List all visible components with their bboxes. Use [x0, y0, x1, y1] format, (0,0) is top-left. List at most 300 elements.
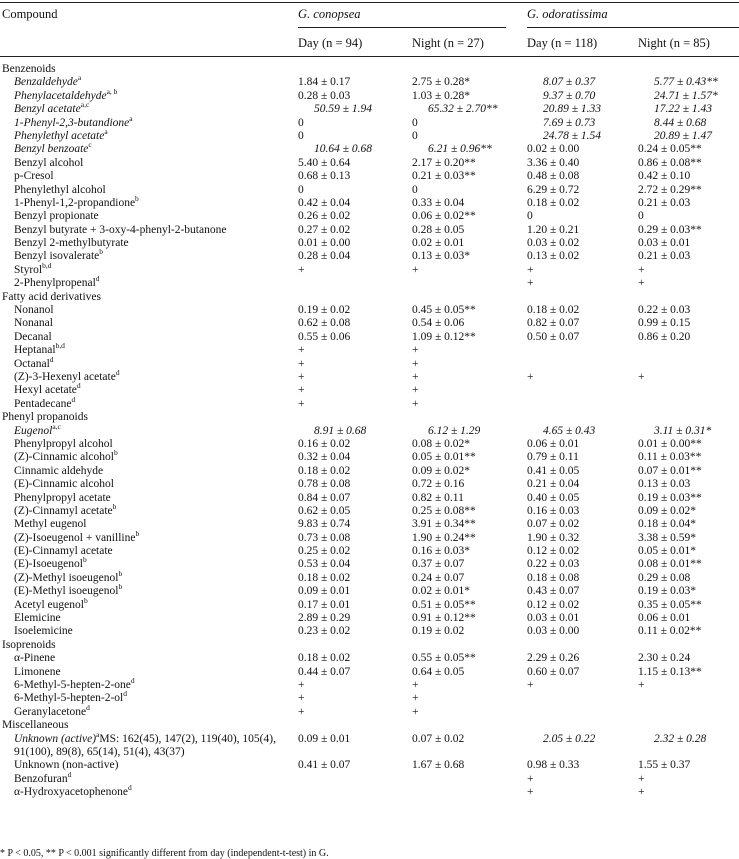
value-cell: 1.67 ± 0.68	[412, 759, 465, 772]
value-cell: 0.06 ± 0.01	[638, 612, 691, 625]
compound-name	[14, 478, 294, 491]
value-cell: +	[412, 344, 419, 357]
value-cell: 0.24 ± 0.07	[412, 571, 465, 584]
value-cell: 0.72 ± 0.16	[412, 478, 465, 491]
compound-name	[14, 247, 294, 263]
value-cell: 0.13 ± 0.03	[638, 478, 691, 491]
value-cell: 0.64 ± 0.05	[412, 665, 465, 678]
value-cell: 2.89 ± 0.29	[298, 612, 351, 625]
value-cell: 0.99 ± 0.15	[638, 317, 691, 330]
compound-name	[14, 394, 294, 411]
value-cell: 2.30 ± 0.24	[638, 652, 691, 665]
footnote-marker: b	[83, 595, 88, 605]
footnote-marker: a	[96, 729, 100, 739]
header-bottom-rule	[0, 56, 739, 57]
table-row	[0, 304, 739, 317]
compound-label: Limonene	[14, 665, 61, 678]
compound-label: Phenylethyl alcohol	[14, 183, 106, 196]
table-row	[0, 184, 739, 197]
value-cell: 0	[412, 116, 418, 129]
value-cell: 0.08 ± 0.01**	[638, 558, 702, 571]
header-species-1: G. conopsea	[298, 7, 361, 21]
footnote-marker: b	[113, 448, 118, 458]
compound-name	[14, 194, 294, 210]
value-cell: 20.89 ± 1.47	[654, 129, 713, 142]
value-cell: 0.62 ± 0.05	[298, 504, 351, 517]
footnote-marker: d	[71, 394, 76, 404]
compound-name	[14, 261, 294, 277]
table-row	[0, 224, 739, 237]
footnote-marker: a	[77, 73, 82, 83]
footnote-marker: a,c	[80, 100, 90, 110]
value-cell: 0.98 ± 0.33	[527, 759, 580, 772]
value-cell: +	[298, 357, 305, 370]
compound-name	[14, 341, 294, 357]
value-cell: 0.51 ± 0.05**	[412, 598, 476, 611]
value-cell: 0.28 ± 0.05	[412, 223, 465, 236]
value-cell: 0.03 ± 0.01	[638, 237, 691, 250]
value-cell: 0.18 ± 0.02	[298, 464, 351, 477]
value-cell: 0.18 ± 0.02	[298, 652, 351, 665]
value-cell: 0.82 ± 0.11	[412, 491, 464, 504]
table-row	[0, 448, 739, 464]
value-cell: 0.09 ± 0.02*	[638, 504, 697, 517]
data-table	[0, 63, 739, 800]
footnote-marker: b	[82, 555, 87, 565]
value-cell: 0.62 ± 0.08	[298, 317, 351, 330]
value-cell: 0.55 ± 0.05**	[412, 652, 476, 665]
value-cell: 0.21 ± 0.03	[638, 196, 691, 209]
compound-label: Benzyl propionate	[14, 210, 99, 223]
compound-name	[14, 729, 294, 760]
value-cell: 0.12 ± 0.02	[527, 545, 580, 558]
value-cell: +	[298, 678, 305, 691]
value-cell: 0.07 ± 0.01**	[638, 464, 702, 477]
compound-label: Phenylethyl acetate	[14, 129, 105, 142]
table-row	[0, 689, 739, 705]
value-cell: +	[638, 678, 645, 691]
value-cell: 0.22 ± 0.03	[527, 558, 580, 571]
compound-label: Phenylacetaldehyde	[14, 89, 107, 102]
compound-label: (Z)-Methyl isoeugenol	[14, 571, 119, 584]
value-cell: 0.33 ± 0.04	[412, 196, 465, 209]
value-cell: 0.41 ± 0.07	[298, 759, 351, 772]
value-cell: 50.59 ± 1.94	[314, 103, 373, 116]
value-cell: +	[412, 370, 419, 383]
compound-label: (Z)-Isoeugenol + vanilline	[14, 531, 136, 544]
compound-label: Geranylacetone	[14, 705, 87, 718]
value-cell: +	[298, 397, 305, 410]
value-cell: +	[298, 263, 305, 276]
footnote-marker: a, b	[106, 86, 118, 96]
value-cell: 0.19 ± 0.02	[412, 625, 465, 638]
value-cell: 1.84 ± 0.17	[298, 76, 351, 89]
table-row	[0, 157, 739, 170]
compound-label: Nonanal	[14, 317, 53, 330]
value-cell: 0.11 ± 0.03**	[638, 451, 702, 464]
value-cell: 0.02 ± 0.01	[412, 237, 465, 250]
compound-name	[14, 595, 294, 612]
compound-name	[14, 676, 294, 692]
table-row	[0, 86, 739, 103]
footnote-marker: b	[118, 582, 123, 592]
table-row	[0, 247, 739, 263]
compound-name	[14, 100, 294, 116]
header-col-4: Night (n = 85)	[638, 36, 710, 50]
value-cell: 4.65 ± 0.43	[543, 424, 596, 437]
value-cell: 0.73 ± 0.08	[298, 531, 351, 544]
compound-name	[14, 759, 294, 772]
compound-name	[14, 518, 294, 531]
compound-label: 2-Phenylpropenal	[14, 277, 96, 290]
value-cell: 0.28 ± 0.03	[298, 89, 351, 102]
table-row	[0, 676, 739, 692]
value-cell: 0.48 ± 0.08	[527, 170, 580, 183]
value-cell: 0	[412, 183, 418, 196]
compound-label: (Z)-Cinnamic alcohol	[14, 451, 114, 464]
compound-name	[14, 652, 294, 665]
footnote-marker: b	[118, 569, 123, 579]
value-cell: 0.17 ± 0.01	[298, 598, 351, 611]
value-cell: 2.29 ± 0.26	[527, 652, 580, 665]
group-header	[0, 719, 739, 732]
compound-name	[14, 689, 294, 705]
value-cell: 0.18 ± 0.02	[527, 304, 580, 317]
compound-name	[14, 612, 294, 625]
value-cell: +	[298, 705, 305, 718]
mass-spectrum: MS: 162(45), 147(2), 119(40), 105(4), 91(100), 89(8), 65(14), 51(4), 43(37)	[14, 732, 276, 758]
value-cell: 0.29 ± 0.08	[638, 571, 691, 584]
value-cell: +	[298, 384, 305, 397]
value-cell: 0.60 ± 0.07	[527, 665, 580, 678]
compound-label: Decanal	[14, 330, 52, 343]
value-cell: 0.27 ± 0.02	[298, 223, 351, 236]
species-2-rule	[527, 27, 739, 28]
value-cell: 0.42 ± 0.10	[638, 170, 691, 183]
value-cell: 6.12 ± 1.29	[428, 424, 481, 437]
header-species-2: G. odoratissima	[527, 7, 608, 21]
compound-label: Cinnamic aldehyde	[14, 464, 104, 477]
compound-label: (E)-Cinnamyl acetate	[14, 545, 113, 558]
footnote-marker: d	[76, 381, 81, 391]
compound-name	[14, 381, 294, 397]
table-row	[0, 394, 739, 411]
value-cell: 0.13 ± 0.03*	[412, 250, 471, 263]
table-row	[0, 528, 739, 545]
compound-name	[14, 555, 294, 571]
value-cell: 0.28 ± 0.04	[298, 250, 351, 263]
table-row	[0, 354, 739, 371]
value-cell: 0.01 ± 0.00**	[638, 437, 702, 450]
value-cell: +	[412, 397, 419, 410]
value-cell: 2.05 ± 0.22	[543, 732, 596, 745]
value-cell: 0	[298, 116, 304, 129]
value-cell: 0.43 ± 0.07	[527, 585, 580, 598]
value-cell: 0.68 ± 0.13	[298, 170, 351, 183]
table-row	[0, 194, 739, 210]
value-cell: 0.08 ± 0.02*	[412, 437, 471, 450]
value-cell: 0.41 ± 0.05	[527, 464, 580, 477]
compound-name	[14, 438, 294, 451]
value-cell: +	[298, 344, 305, 357]
value-cell: 0.07 ± 0.02	[412, 732, 465, 745]
table-row	[0, 331, 739, 344]
compound-name	[14, 448, 294, 464]
value-cell: 0.35 ± 0.05**	[638, 598, 702, 611]
table-row	[0, 595, 739, 612]
header-col-1: Day (n = 94)	[298, 36, 363, 50]
table-row	[0, 170, 739, 183]
compound-name	[14, 783, 294, 799]
compound-label: Unknown (active)	[14, 732, 97, 745]
compound-name	[14, 545, 294, 558]
value-cell: 0.40 ± 0.05	[527, 491, 580, 504]
species-1-rule	[298, 27, 506, 28]
value-cell: 2.72 ± 0.29**	[638, 183, 702, 196]
compound-label: Acetyl eugenol	[14, 598, 84, 611]
footnote-marker: d	[123, 689, 127, 699]
value-cell: 0.45 ± 0.05**	[412, 304, 476, 317]
compound-label: Pentadecane	[14, 397, 72, 410]
value-cell: 0.16 ± 0.03*	[412, 545, 471, 558]
value-cell: 1.90 ± 0.24**	[412, 531, 476, 544]
footnote-marker: d	[49, 354, 54, 364]
table-row	[0, 666, 739, 679]
compound-label: Benzyl isovalerate	[14, 250, 100, 263]
value-cell: 0	[527, 210, 533, 223]
footnote-marker: c	[88, 140, 92, 150]
compound-label: (E)-Cinnamic alcohol	[14, 478, 114, 491]
compound-name	[14, 702, 294, 719]
value-cell: 0.03 ± 0.00	[527, 625, 580, 638]
group-header	[0, 63, 739, 76]
compound-name	[14, 73, 294, 89]
compound-name	[14, 317, 294, 330]
value-cell: 7.69 ± 0.73	[543, 116, 596, 129]
value-cell: 0.21 ± 0.03	[638, 250, 691, 263]
value-cell: 0.42 ± 0.04	[298, 196, 351, 209]
value-cell: 0.53 ± 0.04	[298, 558, 351, 571]
footnote-marker: b	[112, 502, 117, 512]
value-cell: 0.02 ± 0.00	[527, 143, 580, 156]
compound-label: Benzofuran	[14, 772, 68, 785]
value-cell: +	[638, 263, 645, 276]
value-cell: 0.06 ± 0.02**	[412, 210, 476, 223]
value-cell: 1.09 ± 0.12**	[412, 330, 476, 343]
value-cell: 0.78 ± 0.08	[298, 478, 351, 491]
value-cell: 0.26 ± 0.02	[298, 210, 351, 223]
value-cell: 17.22 ± 1.43	[654, 103, 713, 116]
table-row	[0, 381, 739, 397]
table-row	[0, 438, 739, 451]
table-row	[0, 492, 739, 505]
compound-name	[14, 528, 294, 545]
value-cell: 0.05 ± 0.01*	[638, 545, 697, 558]
value-cell: +	[527, 772, 534, 785]
value-cell: 1.90 ± 0.32	[527, 531, 580, 544]
value-cell: +	[527, 277, 534, 290]
table-row	[0, 625, 739, 638]
compound-name	[14, 224, 294, 237]
compound-label: Eugenol	[14, 424, 53, 437]
compound-label: Methyl eugenol	[14, 518, 87, 531]
compound-name	[14, 769, 294, 786]
value-cell: 0.91 ± 0.12**	[412, 612, 476, 625]
compound-name	[14, 492, 294, 505]
value-cell: 0	[298, 129, 304, 142]
footnote-marker: d	[127, 783, 132, 793]
table-row	[0, 545, 739, 558]
value-cell: 0.50 ± 0.07	[527, 330, 580, 343]
value-cell: +	[527, 786, 534, 799]
value-cell: 0.06 ± 0.01	[527, 437, 580, 450]
value-cell: 2.75 ± 0.28*	[412, 76, 471, 89]
compound-label: Elemicine	[14, 612, 61, 625]
value-cell: 0.84 ± 0.07	[298, 491, 351, 504]
value-cell: +	[527, 678, 534, 691]
compound-label: α-Pinene	[14, 652, 56, 665]
footnote-marker: d	[67, 769, 72, 779]
table-row	[0, 582, 739, 598]
value-cell: 0	[412, 129, 418, 142]
value-cell: 0.22 ± 0.03	[638, 304, 691, 317]
compound-label: Heptanal	[14, 344, 56, 357]
compound-label: p-Cresol	[14, 170, 54, 183]
value-cell: 0	[638, 210, 644, 223]
compound-name	[14, 274, 294, 290]
value-cell: 6.29 ± 0.72	[527, 183, 580, 196]
table-row	[0, 140, 739, 156]
compound-name	[14, 368, 294, 384]
value-cell: 0.03 ± 0.02	[527, 237, 580, 250]
value-cell: 0.12 ± 0.02	[527, 598, 580, 611]
compound-label: Benzyl acetate	[14, 103, 81, 116]
table-row	[0, 478, 739, 491]
compound-label: Benzyl 2-methylbutyrate	[14, 237, 129, 250]
value-cell: 8.44 ± 0.68	[654, 116, 707, 129]
value-cell: 1.55 ± 0.37	[638, 759, 691, 772]
value-cell: +	[298, 692, 305, 705]
value-cell: 9.83 ± 0.74	[298, 518, 351, 531]
value-cell: 24.71 ± 1.57*	[654, 89, 718, 102]
value-cell: 0.32 ± 0.04	[298, 451, 351, 464]
table-row	[0, 729, 739, 760]
table-row	[0, 127, 739, 143]
compound-name	[14, 140, 294, 156]
compound-name	[14, 304, 294, 317]
compound-name	[14, 582, 294, 598]
value-cell: +	[412, 705, 419, 718]
compound-label: Unknown (non-active)	[14, 759, 119, 772]
group-header	[0, 639, 739, 652]
compound-label: Styrol	[14, 263, 43, 276]
footnote-marker: d	[86, 702, 90, 712]
footnote-marker: d	[115, 368, 120, 378]
compound-label: (Z)-Cinnamyl acetate	[14, 504, 113, 517]
value-cell: 0.25 ± 0.08**	[412, 504, 476, 517]
compound-label: α-Hydroxyacetophenone	[14, 786, 128, 799]
table-row	[0, 261, 739, 277]
value-cell: 0.13 ± 0.02	[527, 250, 580, 263]
value-cell: 0.24 ± 0.05**	[638, 143, 702, 156]
group-label: Miscellaneous	[2, 719, 69, 732]
value-cell: 0.03 ± 0.01	[527, 612, 580, 625]
compound-name	[14, 666, 294, 679]
value-cell: 0.54 ± 0.06	[412, 317, 465, 330]
value-cell: 0	[298, 183, 304, 196]
value-cell: +	[412, 384, 419, 397]
compound-name	[14, 465, 294, 478]
value-cell: 5.77 ± 0.43**	[654, 76, 718, 89]
compound-label: Benzaldehyde	[14, 76, 78, 89]
table-row	[0, 210, 739, 223]
footnote-marker: a	[129, 113, 133, 123]
footnote-marker: d	[95, 274, 100, 284]
value-cell: +	[638, 786, 645, 799]
compound-name	[14, 86, 294, 103]
value-cell: 0.21 ± 0.04	[527, 478, 580, 491]
value-cell: 0.86 ± 0.08**	[638, 156, 702, 169]
table-row	[0, 612, 739, 625]
value-cell: 1.20 ± 0.21	[527, 223, 580, 236]
table-row	[0, 274, 739, 290]
group-label: Fatty acid derivatives	[2, 290, 101, 303]
compound-label: Benzyl benzoate	[14, 143, 89, 156]
value-cell: +	[638, 277, 645, 290]
table-row	[0, 421, 739, 438]
table-row	[0, 502, 739, 518]
value-cell: +	[412, 678, 419, 691]
table-row	[0, 465, 739, 478]
compound-name	[14, 625, 294, 638]
table-row	[0, 555, 739, 571]
value-cell: 0.23 ± 0.02	[298, 625, 351, 638]
value-cell: 0.09 ± 0.02*	[412, 464, 471, 477]
value-cell: 8.91 ± 0.68	[314, 424, 367, 437]
value-cell: 24.78 ± 1.54	[543, 129, 602, 142]
compound-name	[14, 421, 294, 438]
group-header	[0, 291, 739, 304]
compound-label: Isoelemicine	[14, 625, 73, 638]
value-cell: +	[412, 357, 419, 370]
compound-label: 1-Phenyl-2,3-butandione	[14, 116, 130, 129]
footnote-marker: b	[135, 194, 139, 204]
value-cell: 0.11 ± 0.02**	[638, 625, 702, 638]
compound-name	[14, 127, 294, 143]
value-cell: +	[412, 692, 419, 705]
value-cell: 0.25 ± 0.02	[298, 545, 351, 558]
table-row	[0, 652, 739, 665]
value-cell: 3.91 ± 0.34**	[412, 518, 476, 531]
value-cell: 0.44 ± 0.07	[298, 665, 351, 678]
value-cell: 0.18 ± 0.04*	[638, 518, 697, 531]
value-cell: 3.38 ± 0.59*	[638, 531, 697, 544]
compound-name	[14, 502, 294, 518]
compound-name	[14, 157, 294, 170]
table-row	[0, 702, 739, 719]
compound-label: (E)-Methyl isoeugenol	[14, 585, 119, 598]
value-cell: 0.19 ± 0.03*	[638, 585, 697, 598]
group-header	[0, 411, 739, 424]
value-cell: 0.09 ± 0.01	[298, 732, 351, 745]
compound-label: 6-Methyl-5-hepten-2-one	[14, 678, 131, 691]
value-cell: 9.37 ± 0.70	[543, 89, 596, 102]
table-row	[0, 237, 739, 250]
compound-name	[14, 237, 294, 250]
value-cell: 1.03 ± 0.28*	[412, 89, 471, 102]
compound-name	[14, 210, 294, 223]
value-cell: 0.19 ± 0.02	[298, 304, 351, 317]
